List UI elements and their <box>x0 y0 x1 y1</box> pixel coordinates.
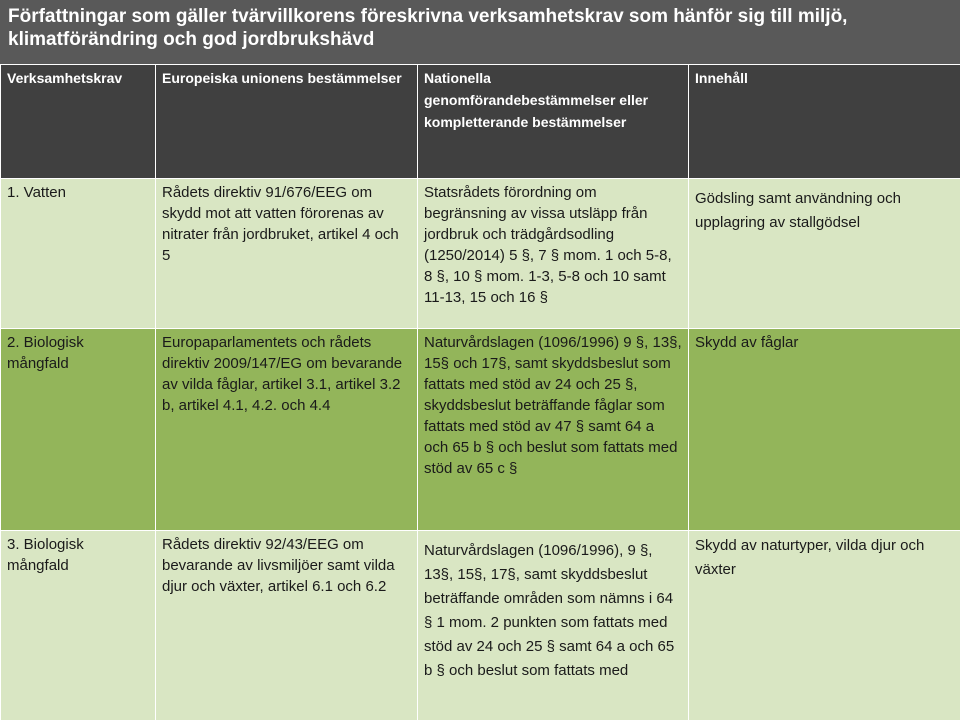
cell-eu: Rådets direktiv 91/676/EEG om skydd mot att vatten förorenas av nitrater från jordbruket, artikel 4 och 5 <box>156 179 418 329</box>
table-header-row <box>1 65 960 179</box>
cell-requirement: 3. Biologisk mångfald <box>1 531 156 721</box>
page-title: Författningar som gäller tvärvillkorens föreskrivna verksamhetskrav som hänför sig till miljö, klimatförändring och god jordbrukshävd <box>0 0 960 64</box>
table-row <box>1 179 960 329</box>
cell-national: Naturvårdslagen (1096/1996), 9 §, 13§, 15§, 17§, samt skyddsbeslut beträffande områden som nämns i 64 § 1 mom. 2 punkten som fattats med stöd av 24 och 25 § samt 64 a och 65 b § och beslut som fattats med <box>418 531 689 721</box>
header-content: Innehåll <box>689 65 960 179</box>
cell-national: Statsrådets förordning om begränsning av vissa utsläpp från jordbruk och trädgårdsodling (1250/2014) 5 §, 7 § mom. 1 och 5-8, 8 §, 10 § mom. 1-3, 5-8 och 10 samt 11-13, 15 och 16 § <box>418 179 689 329</box>
cell-content: Skydd av naturtyper, vilda djur och växter <box>689 531 960 721</box>
cell-eu: Rådets direktiv 92/43/EEG om bevarande av livsmiljöer samt vilda djur och växter, artikel 6.1 och 6.2 <box>156 531 418 721</box>
header-national-provisions: Nationella genomförandebestämmelser eller kompletterande bestämmelser <box>418 65 689 179</box>
header-requirement: Verksamhetskrav <box>1 65 156 179</box>
cell-requirement: 2. Biologisk mångfald <box>1 329 156 531</box>
table-row <box>1 329 960 531</box>
cell-national: Naturvårdslagen (1096/1996) 9 §, 13§, 15§ och 17§, samt skyddsbeslut som fattats med stöd av 24 och 25 §, skyddsbeslut beträffande fåglar som fattats med stöd av 47 § samt 64 a och 65 b § och beslut som fattats med stöd av 65 c § <box>418 329 689 531</box>
table-row <box>1 531 960 721</box>
cell-content: Gödsling samt användning och upplagring av stallgödsel <box>689 179 960 329</box>
header-eu-provisions: Europeiska unionens bestämmelser <box>156 65 418 179</box>
cell-requirement: 1. Vatten <box>1 179 156 329</box>
requirements-table <box>0 64 960 721</box>
cell-eu: Europaparlamentets och rådets direktiv 2009/147/EG om bevarande av vilda fåglar, artikel 3.1, artikel 3.2 b, artikel 4.1, 4.2. och 4.4 <box>156 329 418 531</box>
cell-content: Skydd av fåglar <box>689 329 960 531</box>
